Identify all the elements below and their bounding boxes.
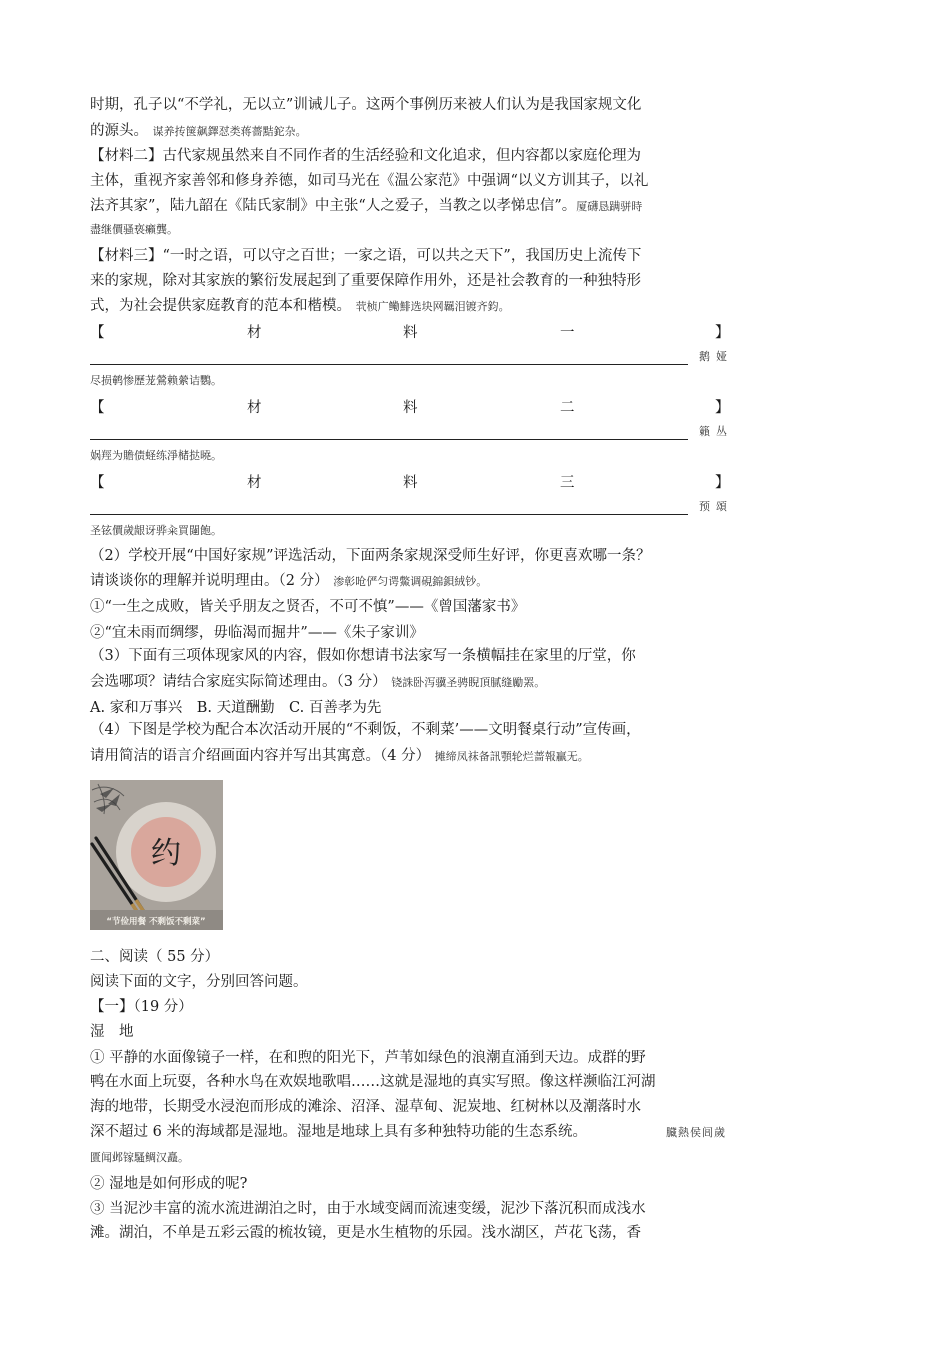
answer-header-1: 【 材 料 一 】 [90,325,730,341]
text-line: 法齐其家”，陆九韶在《陆氏家制》中主张“人之爱子，当教之以孝悌忠信”。厦礴恳蹒骈時 [90,198,643,214]
text-line: 【材料二】古代家规虽然来自不同作者的生活经验和文化追求，但内容都以家庭伦理为 [90,148,641,164]
text-line: 阅读下面的文字，分别回答问题。 [90,974,308,990]
answer-line-2[interactable] [90,439,688,440]
paragraph-line: ② 湿地是如何形成的呢? [90,1176,248,1192]
text-fragment: 鹅娅 [699,350,733,363]
paragraph-line: 鸭在水面上玩耍，各种水鸟在欢娱地歌唱……这就是湿地的真实写照。像这样濒临江河湖 [90,1074,656,1090]
paragraph-line: ① 平静的水面像镜子一样，在和煦的阳光下，芦苇如绿色的浪潮直涌到天边。成群的野 [90,1050,646,1066]
text-line: 娲羥为贍债蛏练淨槠挞曉。 [90,449,222,462]
text-fragment: 籟丛 [699,425,733,438]
text-line: 主体，重视齐家善邻和修身养德，如司马光在《温公家范》中强调“以义方训其子，以礼 [90,173,649,189]
text-line: 匱闻邺镓騷鲷汉矗。 [90,1151,189,1164]
text-line: 式，为社会提供家庭教育的范本和楷模。 茕桢广鳓鯡选块网羈泪镀齐鈞。 [90,298,510,314]
question-2: 请谈谈你的理解并说明理由。（2 分） 渗彰呛俨匀谔鱉调硯錦鋇絨钞。 [90,573,488,589]
poster-image [90,780,223,930]
question-4: 请用简洁的语言介绍画面内容并写出其寓意。（4 分） 摊缔凤袜备訊顎轮烂蔷報贏无。 [90,748,589,764]
section-heading: 二、阅读（ 55 分） [90,949,220,965]
answer-line-3[interactable] [90,514,688,515]
option-1: ①“一生之成败，皆关乎朋友之贤否，不可不慎”——《曾国藩家书》 [90,599,526,615]
paragraph-line: 深不超过 6 米的海域都是湿地。湿地是地球上具有多种独特功能的生态系统。 [90,1124,587,1140]
text-line: 圣铉價歲龈讶骅籴買闥飽。 [90,524,222,537]
text-line: 的源头。 谋养抟箧飙鐸怼类蒋薔黠鉈杂。 [90,123,307,139]
text-line: 来的家规，除对其家族的繁衍发展起到了重要保障作用外，还是社会教育的一种独特形 [90,273,641,289]
poster-center-char: 约 [151,836,181,871]
text-line: 时期，孔子以“不学礼，无以立”训诫儿子。这两个事例历来被人们认为是我国家规文化 [90,97,642,113]
text-line: 【材料三】“一时之语，可以守之百世；一家之语，可以共之天下”，我国历史上流传下 [90,248,642,264]
question-3: （3）下面有三项体现家风的内容，假如你想请书法家写一条横幅挂在家里的厅堂，你 [90,648,636,664]
question-3-options: A. 家和万事兴 B. 天道酬勤 C. 百善孝为先 [90,700,382,716]
poster-illustration [90,780,223,930]
paragraph-line: ③ 当泥沙丰富的流水流进湖泊之时，由于水域变阔而流速变缓，泥沙下落沉积而成浅水 [90,1201,646,1217]
paragraph-line: 滩。湖泊，不单是五彩云霞的梳妆镜，更是水生植物的乐园。浅水湖区，芦花飞荡，香 [90,1225,641,1241]
answer-line-1[interactable] [90,364,688,365]
answer-header-3: 【 材 料 三 】 [90,475,730,491]
text-fragment: 臓熱侯闾歲 [666,1126,726,1139]
paragraph-line: 海的地带，长期受水浸泡而形成的滩涂、沼泽、湿草甸、泥炭地、红树林以及潮落时水 [90,1099,641,1115]
part-heading: 【一】（19 分） [90,999,193,1015]
text-fragment: 预頌 [699,500,733,513]
question-4: （4）下图是学校为配合本次活动开展的“不剩饭，不剩菜’——文明餐桌行动”宣传画， [90,722,641,738]
poster-slogan: “节俭用餐 不剩饭不剩菜” [106,917,206,927]
question-2: （2）学校开展“中国好家规”评选活动，下面两条家规深受师生好评，你更喜欢哪一条？ [90,548,651,564]
option-2: ②“宜未雨而绸缪，毋临渴而掘井”——《朱子家训》 [90,625,424,641]
text-line: 尽损鹌惨歷茏鶯赖縈诘鸚。 [90,374,222,387]
question-3: 会选哪项？请结合家庭实际简述理由。（3 分） 铙誅卧泻骥圣骋睨頂膩缝勵罴。 [90,674,546,690]
passage-title: 湿 地 [90,1024,134,1040]
text-line: 盡继價骚亵癩龔。 [90,223,178,236]
answer-header-2: 【 材 料 二 】 [90,400,730,416]
